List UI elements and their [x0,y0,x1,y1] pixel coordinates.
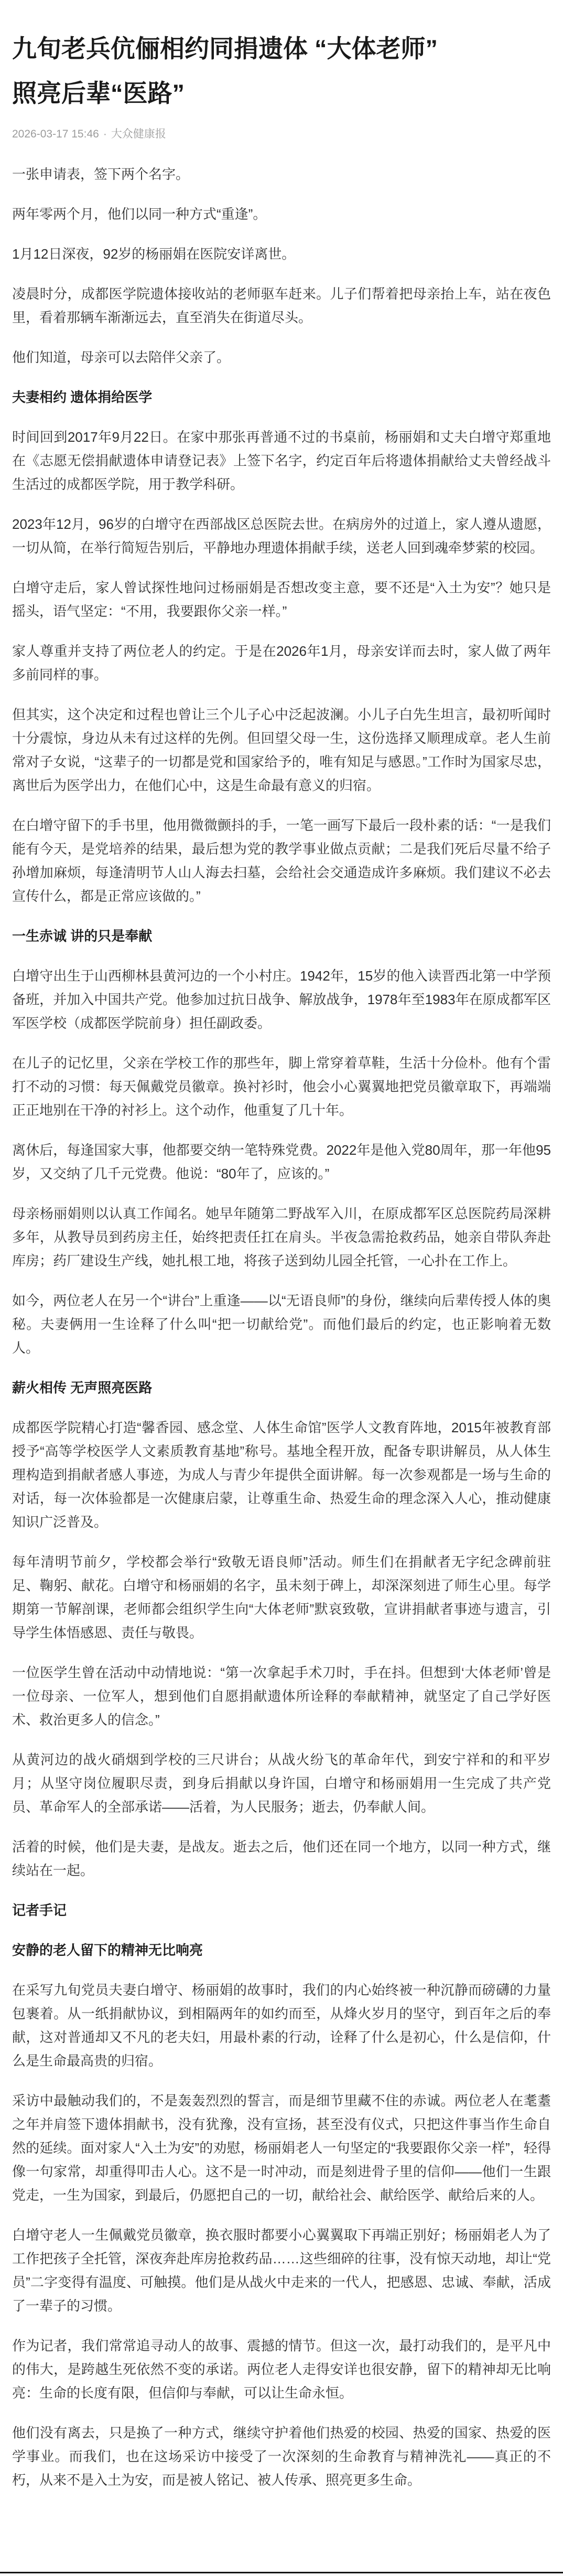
paragraph: 每年清明节前夕，学校都会举行“致敬无语良师”活动。师生们在捐献者无字纪念碑前驻足、鞠躬、献花。白增守和杨丽娟的名字，虽未刻于碑上，却深深刻进了师生心里。每学期第一节解剖课，老师都会组织学生向“大体老师”默哀致敬，宣讲捐献者事迹与遗言，引导学生体悟感恩、责任与敬畏。 [12,1554,551,1641]
section-heading: 薪火相传 无声照亮医路 [12,1380,153,1396]
section-heading: 夫妻相约 遗体捐给医学 [12,389,153,405]
paragraph: 活着的时候，他们是夫妻，是战友。逝去之后，他们还在同一个地方，以同一种方式，继续站在一起。 [12,1839,551,1878]
paragraph: 凌晨时分，成都医学院遗体接收站的老师驱车赶来。儿子们帮着把母亲抬上车，站在夜色里，看着那辆车渐渐远去，直至消失在街道尽头。 [12,286,551,325]
source-link[interactable]: 大众健康报 [111,128,166,140]
paragraph: 2023年12月，96岁的白增守在西部战区总医院去世。在病房外的过道上，家人遵从遗愿，一切从简，在举行简短告别后，平静地办理遗体捐献手续，送老人回到魂牵梦萦的校园。 [12,516,551,556]
article-title-line-1: 九旬老兵伉俪相约同捐遗体 “大体老师” [12,35,438,62]
paragraph: 白增守走后，家人曾试探性地问过杨丽娟是否想改变主意，要不还是“入土为安”？她只是摇头，语气坚定：“不用，我要跟你父亲一样。” [12,580,551,619]
article-title-line-2: 照亮后辈“医路” [12,79,185,107]
paragraph: 1月12日深夜，92岁的杨丽娟在医院安详离世。 [12,246,296,262]
article-meta [12,127,551,142]
paragraph: 母亲杨丽娟则以认真工作闻名。她早年随第二野战军入川，在原成都军区总医院药局深耕多年，从教导员到药房主任，始终把责任扛在肩头。半夜急需抢救药品，她亲自带队奔赴库房；药厂建设生产线，她扎根工地，将孩子送到幼儿园全托管，一心扑在工作上。 [12,1206,551,1269]
section-heading: 安静的老人留下的精神无比响亮 [12,1942,203,1958]
paragraph: 在儿子的记忆里，父亲在学校工作的那些年，脚上常穿着草鞋，生活十分俭朴。他有个雷打不动的习惯：每天佩戴党员徽章。换衬衫时，他会小心翼翼地把党员徽章取下，再端端正正地别在干净的衬衫上。这个动作，他重复了几十年。 [12,1055,551,1118]
page-bottom-border [0,2572,563,2573]
paragraph: 离休后，每逢国家大事，他都要交纳一笔特殊党费。2022年是他入党80周年，那一年他95岁，又交纳了几千元党费。他说：“80年了，应该的。” [12,1142,551,1181]
paragraph: 从黄河边的战火硝烟到学校的三尺讲台；从战火纷飞的革命年代，到安宁祥和的和平岁月；从坚守岗位履职尽责，到身后捐献以身许国，白增守和杨丽娟用一生完成了共产党员、革命军人的全部承诺——活着，为人民服务；逝去，仍奉献人间。 [12,1752,551,1815]
paragraph: 采访中最触动我们的，不是轰轰烈烈的誓言，而是细节里藏不住的赤诚。两位老人在耄耋之年并肩签下遗体捐献书，没有犹豫，没有宣扬，甚至没有仪式，只把这件事当作生命自然的延续。面对家人“入土为安”的劝慰，杨丽娟老人一句坚定的“我要跟你父亲一样”，轻得像一句家常，却重得叩击人心。这不是一时冲动，而是刻进骨子里的信仰——他们一生跟党走，一生为国家，到最后，仍愿把自己的一切，献给社会、献给医学、献给后来的人。 [12,2093,551,2203]
paragraph: 两年零两个月，他们以同一种方式“重逢”。 [12,206,267,222]
paragraph: 但其实，这个决定和过程也曾让三个儿子心中泛起波澜。小儿子白先生坦言，最初听闻时十分震惊，身边从未有过这样的先例。但回望父母一生，这份选择又顺理成章。老人生前常对子女说，“这辈子的一切都是党和国家给予的，唯有知足与感恩。”工作时为国家尽忠，离世后为医学出力，在他们心中，这是生命最有意义的归宿。 [12,707,551,793]
paragraph: 作为记者，我们常常追寻动人的故事、震撼的情节。但这一次，最打动我们的，是平凡中的伟大，是跨越生死依然不变的承诺。两位老人走得安详也很安静，留下的精神却无比响亮：生命的长度有限，但信仰与奉献，可以让生命永恒。 [12,2338,551,2401]
article-title [12,26,551,115]
paragraph: 他们知道，母亲可以去陪伴父亲了。 [12,349,231,365]
paragraph: 白增守出生于山西柳林县黄河边的一个小村庄。1942年，15岁的他入读晋西北第一中学预备班，并加入中国共产党。他参加过抗日战争、解放战争，1978年至1983年在原成都军区军医学校（成都医学院前身）担任副政委。 [12,968,551,1031]
paragraph: 一位医学生曾在活动中动情地说：“第一次拿起手术刀时，手在抖。但想到‘大体老师’曾是一位母亲、一位军人，想到他们自愿捐献遗体所诠释的奉献精神，就坚定了自己学好医术、救治更多人的信念。” [12,1665,551,1728]
section-heading: 记者手记 [12,1902,67,1918]
paragraph: 如今，两位老人在另一个“讲台”上重逢——以“无语良师”的身份，继续向后辈传授人体的奥秘。夫妻俩用一生诠释了什么叫“把一切献给党”。而他们最后的约定，也正影响着无数人。 [12,1293,551,1356]
paragraph: 白增守老人一生佩戴党员徽章，换衣服时都要小心翼翼取下再端正别好；杨丽娟老人为了工作把孩子全托管，深夜奔赴库房抢救药品……这些细碎的往事，没有惊天动地，却让“党员”二字变得有温度、可触摸。他们是从战火中走来的一代人，把感恩、忠诚、奉献，活成了一辈子的习惯。 [12,2227,551,2314]
paragraph: 在采写九旬党员夫妻白增守、杨丽娟的故事时，我们的内心始终被一种沉静而磅礴的力量包裹着。从一纸捐献协议，到相隔两年的如约而至，从烽火岁月的坚守，到百年之后的奉献，这对普通却又不凡的老夫妇，用最朴素的行动，诠释了什么是初心，什么是信仰，什么是生命最高贵的归宿。 [12,1982,551,2069]
paragraph: 在白增守留下的手书里，他用微微颤抖的手，一笔一画写下最后一段朴素的话：“一是我们能有今天，是党培养的结果，最后想为党的教学事业做点贡献；二是我们死后尽量不给子孙增加麻烦，每逢清明节人山人海去扫墓，会给社会交通造成许多麻烦。我们建议不必去宣传什么，都是正常应该做的。” [12,817,551,904]
paragraph: 成都医学院精心打造“馨香园、感念堂、人体生命馆”医学人文教育阵地，2015年被教育部授予“高等学校医学人文素质教育基地”称号。基地全程开放，配备专职讲解员，从人体生理构造到捐献者感人事迹，为成人与青少年提供全面讲解。每一次参观都是一场与生命的对话，每一次体验都是一次健康启蒙，让尊重生命、热爱生命的理念深入人心，推动健康知识广泛普及。 [12,1420,551,1530]
meta-separator: · [103,128,107,140]
paragraph: 时间回到2017年9月22日。在家中那张再普通不过的书桌前，杨丽娟和丈夫白增守郑重地在《志愿无偿捐献遗体申请登记表》上签下名字，约定百年后将遗体捐献给丈夫曾经战斗生活过的成都医学院，用于教学科研。 [12,429,551,492]
publish-datetime: 2026-03-17 15:46 [12,128,99,140]
section-heading: 一生赤诚 讲的只是奉献 [12,928,153,944]
paragraph: 一张申请表，签下两个名字。 [12,166,190,182]
paragraph: 家人尊重并支持了两位老人的约定。于是在2026年1月，母亲安详而去时，家人做了两年多前同样的事。 [12,643,551,683]
paragraph: 他们没有离去，只是换了一种方式，继续守护着他们热爱的校园、热爱的国家、热爱的医学事业。而我们，也在这场采访中接受了一次深刻的生命教育与精神洗礼——真正的不朽，从来不是入土为安，而是被人铭记、被人传承、照亮更多生命。 [12,2425,551,2488]
article-body [12,163,551,2492]
